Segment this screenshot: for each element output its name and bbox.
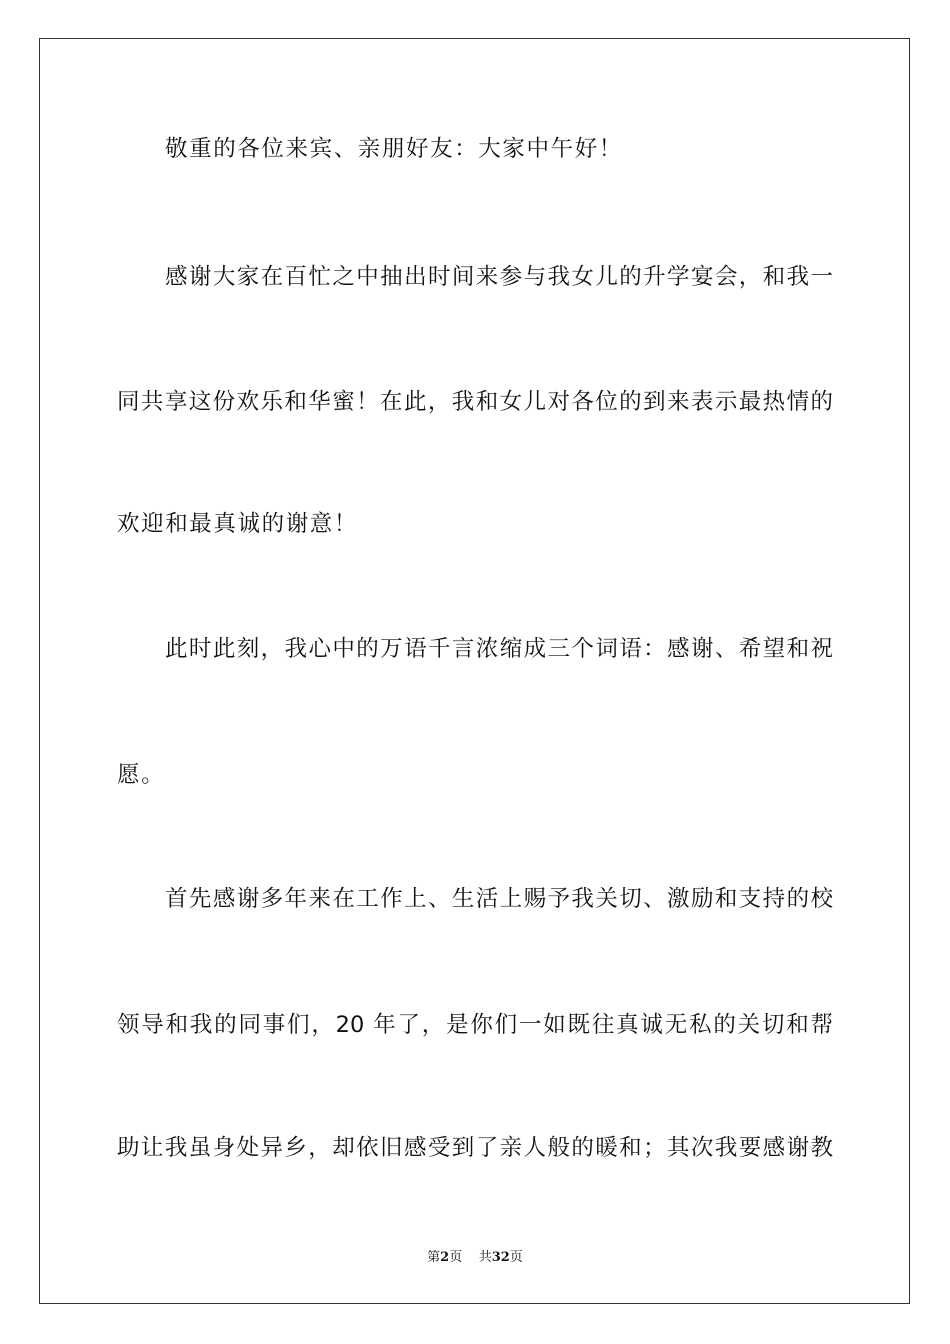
paragraph-gratitude-line-2: 领导和我的同事们，20 年了，是你们一如既往真诚无私的关切和帮 xyxy=(117,1012,833,1038)
paragraph-thanks-line-2: 同共享这份欢乐和华蜜！在此，我和女儿对各位的到来表示最热情的 xyxy=(117,389,833,415)
paragraph-greeting: 敬重的各位来宾、亲朋好友：大家中午好！ xyxy=(165,136,623,162)
paragraph-thanks-line-1: 感谢大家在百忙之中抽出时间来参与我女儿的升学宴会，和我一 xyxy=(165,264,833,290)
footer-page-suffix: 页 xyxy=(449,1250,463,1265)
footer-total-suffix: 页 xyxy=(509,1250,523,1265)
paragraph-moment-line-1: 此时此刻，我心中的万语千言浓缩成三个词语：感谢、希望和祝 xyxy=(165,636,833,662)
footer-page-prefix: 第 xyxy=(427,1250,441,1265)
paragraph-thanks-line-3: 欢迎和最真诚的谢意！ xyxy=(117,511,359,537)
page-border xyxy=(39,38,910,1304)
footer-page-number: 2 xyxy=(440,1250,450,1265)
paragraph-gratitude-line-3: 助让我虽身处异乡，却依旧感受到了亲人般的暖和；其次我要感谢教 xyxy=(117,1135,833,1161)
page-footer xyxy=(0,1246,950,1265)
paragraph-moment-line-2: 愿。 xyxy=(117,762,166,788)
footer-total-prefix: 共 xyxy=(478,1250,492,1265)
paragraph-gratitude-line-1: 首先感谢多年来在工作上、生活上赐予我关切、激励和支持的校 xyxy=(165,886,833,912)
footer-total-pages: 32 xyxy=(491,1250,510,1265)
